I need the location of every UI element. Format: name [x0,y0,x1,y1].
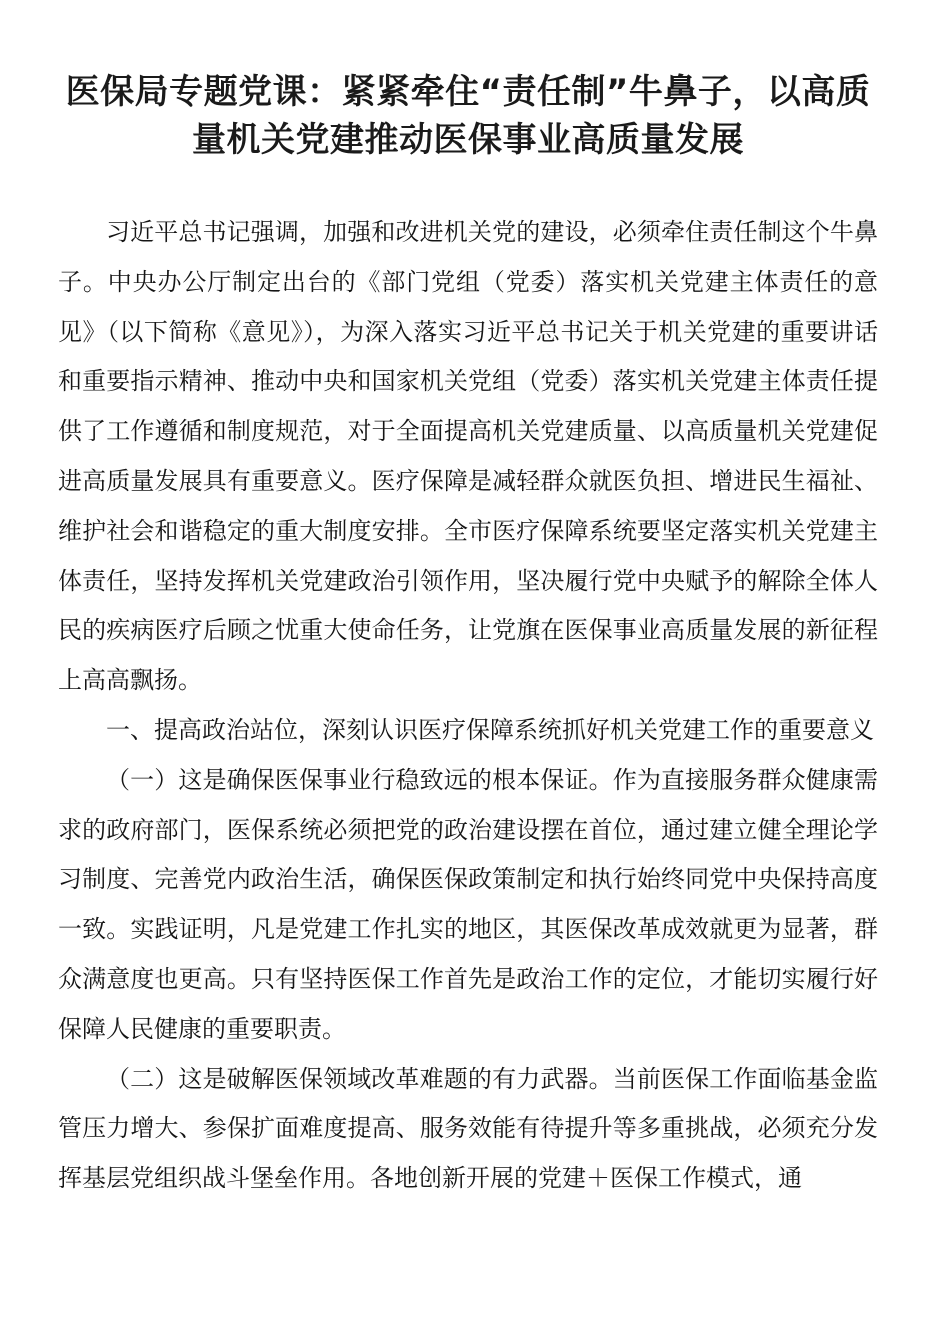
paragraph-intro: 习近平总书记强调，加强和改进机关党的建设，必须牵住责任制这个牛鼻子。中央办公厅制定出台的《部门党组（党委）落实机关党建主体责任的意见》（以下简称《意见》），为深入落实习近平总书记关于机关党建的重要讲话和重要指示精神、推动中央和国家机关党组（党委）落实机关党建主体责任提供了工作遵循和制度规范，对于全面提高机关党建质量、以高质量机关党建促进高质量发展具有重要意义。医疗保障是减轻群众就医负担、增进民生福祉、维护社会和谐稳定的重大制度安排。全市医疗保障系统要坚定落实机关党建主体责任，坚持发挥机关党建政治引领作用，坚决履行党中央赋予的解除全体人民的疾病医疗后顾之忧重大使命任务，让党旗在医保事业高质量发展的新征程上高高飘扬。 [58,218,878,695]
paragraph-subsection-1: （一）这是确保医保事业行稳致远的根本保证。作为直接服务群众健康需求的政府部门，医保系统必须把党的政治建设摆在首位，通过建立健全理论学习制度、完善党内政治生活，确保医保政策制定和执行始终同党中央保持高度一致。实践证明，凡是党建工作扎实的地区，其医保改革成效就更为显著，群众满意度也更高。只有坚持医保工作首先是政治工作的定位，才能切实履行好保障人民健康的重要职责。 [58,765,878,1043]
paragraph-subsection-2: （二）这是破解医保领域改革难题的有力武器。当前医保工作面临基金监管压力增大、参保扩面难度提高、服务效能有待提升等多重挑战，必须充分发挥基层党组织战斗堡垒作用。各地创新开展的党建＋医保工作模式，通 [58,1064,878,1193]
section-heading-1: 一、提高政治站位，深刻认识医疗保障系统抓好机关党建工作的重要意义 [106,715,874,744]
document-page [58,68,878,1204]
document-title: 医保局专题党课：紧紧牵住“责任制”牛鼻子，以高质量机关党建推动医保事业高质量发展 [65,72,871,160]
